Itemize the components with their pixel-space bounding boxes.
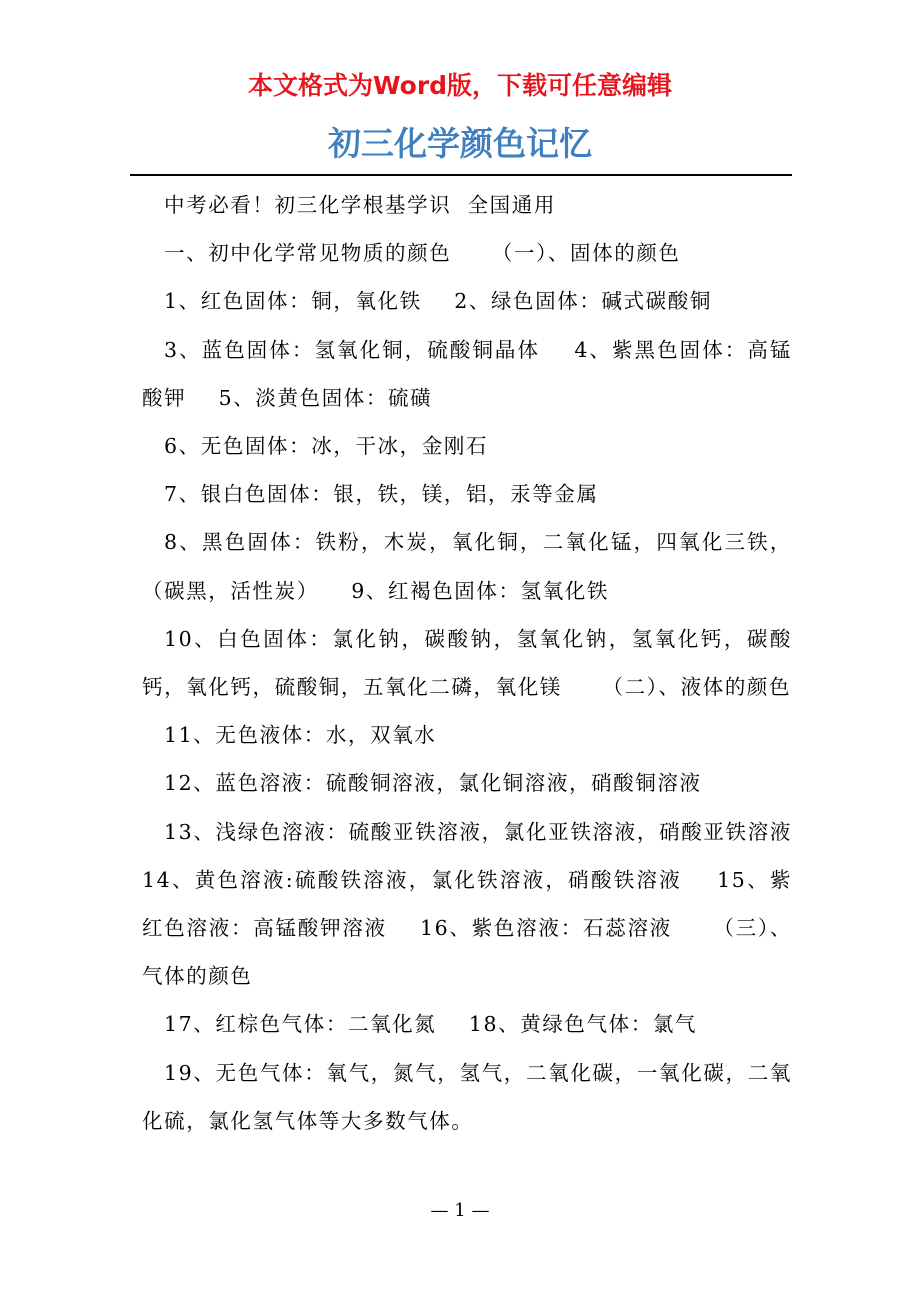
document-body xyxy=(142,181,825,1145)
paragraph-item: 13、浅绿色溶液：硫酸亚铁溶液，氯化亚铁溶液，硝酸亚铁溶液 14、黄色溶液:硫酸铁溶液，氯化铁溶液，硝酸铁溶液 15、紫红色溶液：高锰酸钾溶液 16、紫色溶液：石蕊溶液 （三）、气体的颜色 xyxy=(142,819,825,989)
paragraph-item: 7、银白色固体：银，铁，镁，铝，汞等金属 xyxy=(164,482,599,507)
download-banner: 本文格式为Word版，下载可任意编辑 xyxy=(247,71,673,100)
paragraph-item: 17、红棕色气体：二氧化氮 18、黄绿色气体：氯气 xyxy=(164,1012,698,1037)
paragraph-section-heading: 一、初中化学常见物质的颜色 （一）、固体的颜色 xyxy=(164,241,681,266)
paragraph-item: 3、蓝色固体：氢氧化铜，硫酸铜晶体 4、紫黑色固体：高锰酸钾 5、淡黄色固体：硫磺 xyxy=(142,337,792,410)
paragraph-item: 10、白色固体：氯化钠，碳酸钠，氢氧化钠，氢氧化钙，碳酸钙，氧化钙，硫酸铜，五氧化二磷，氧化镁 （二）、液体的颜色 xyxy=(142,626,792,700)
paragraph-item: 19、无色气体：氧气，氮气，氢气，二氧化碳，一氧化碳，二氧化硫，氯化氢气体等大多数气体。 xyxy=(142,1060,792,1133)
paragraph-item: 12、蓝色溶液：硫酸铜溶液，氯化铜溶液，硝酸铜溶液 xyxy=(164,771,702,796)
title-divider xyxy=(130,174,792,176)
page-number: — 1 — xyxy=(430,1200,490,1221)
document-title: 初三化学颜色记忆 xyxy=(328,124,592,163)
paragraph-item: 8、黑色固体：铁粉，木炭，氧化铜，二氧化锰，四氧化三铁，（碳黑，活性炭） 9、红褐色固体：氢氧化铁 xyxy=(142,530,792,603)
paragraph-item: 1、红色固体：铜，氧化铁 2、绿色固体：碱式碳酸铜 xyxy=(164,289,712,314)
paragraph-item: 11、无色液体：水，双氧水 xyxy=(164,723,437,748)
paragraph-item: 6、无色固体：冰，干冰，金刚石 xyxy=(164,434,489,459)
paragraph-intro: 中考必看！初三化学根基学识 全国通用 xyxy=(164,193,556,217)
